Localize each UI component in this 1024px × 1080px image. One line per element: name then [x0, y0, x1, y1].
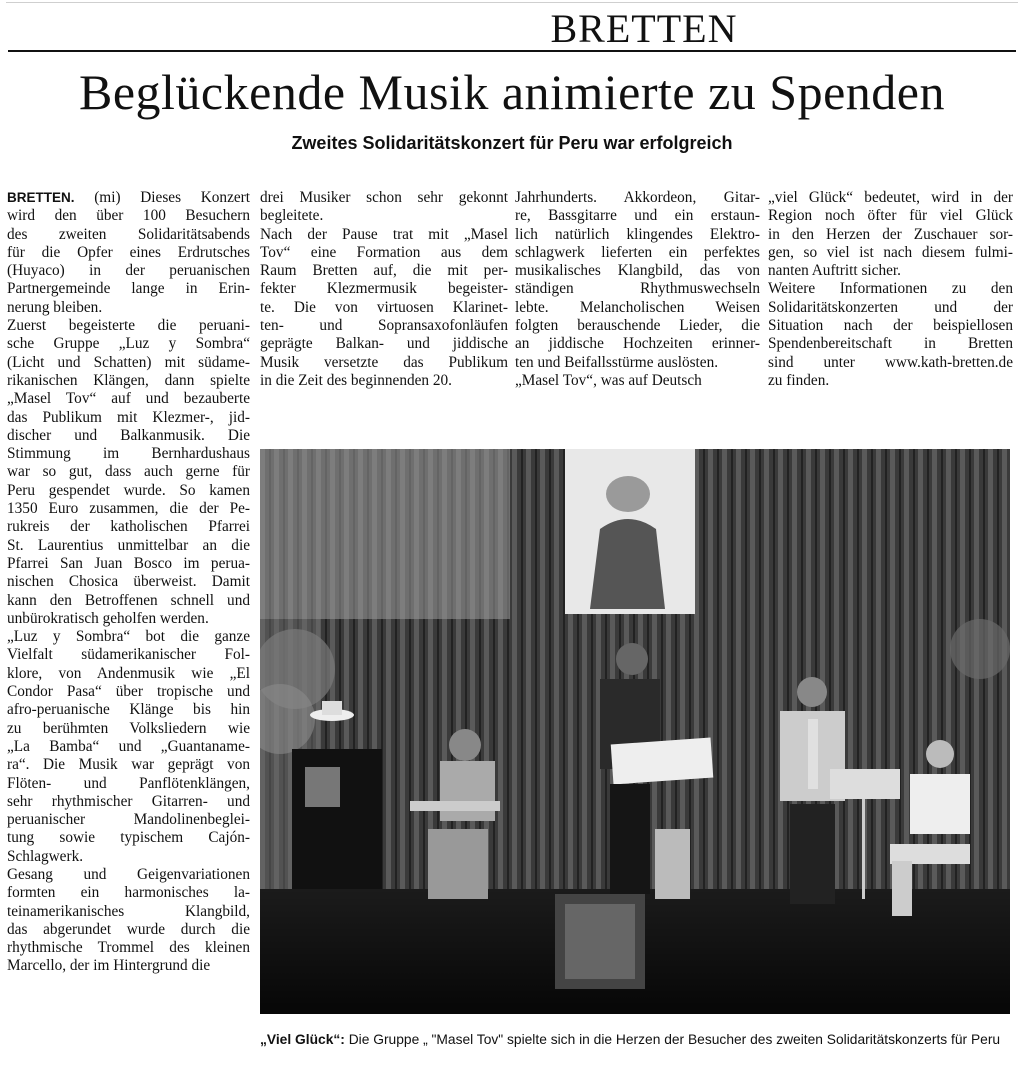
text-line: folgten berauschende Lieder, die: [515, 317, 760, 335]
text-line: teinamerikanisches Klangbild,: [7, 902, 250, 920]
text-line: Weitere Informationen zu den: [768, 280, 1013, 298]
text-line: Condor Pasa“ über tropische und: [7, 683, 250, 701]
text-line: gen, so viel ist nach diesem fulmi-: [768, 243, 1013, 261]
text-line: formten ein harmonisches la-: [7, 884, 250, 902]
section-label: BRETTEN: [550, 6, 738, 51]
text-line: Peru gespendet wurde. So kamen: [7, 481, 250, 499]
text-line: Jahrhunderts. Akkordeon, Gitar-: [515, 189, 760, 206]
text-line: das abgerundet wurde durch die: [7, 920, 250, 938]
text-line: Tov“ eine Formation aus dem: [260, 243, 508, 261]
article-column-2: [260, 189, 508, 390]
text-line: Spendenbereitschaft in Bretten: [768, 335, 1013, 353]
text-line: an jiddische Hochzeiten erinner-: [515, 335, 760, 353]
text-line: te. Die von virtuosen Klarinet-: [260, 298, 508, 316]
text-line: Marcello, der im Hintergrund die: [7, 957, 211, 975]
dateline: BRETTEN.: [7, 190, 75, 205]
text-line: Musik versetzte das Publikum: [260, 353, 508, 371]
text-line: Raum Bretten auf, die mit per-: [260, 262, 508, 280]
text-line: St. Laurentius unmittelbar an die: [7, 536, 250, 554]
top-hairline: [6, 2, 1018, 3]
text-line: rhythmische Trommel des kleinen: [7, 939, 250, 957]
text-line: „Masel Tov“ auf und bezauberte: [7, 390, 250, 408]
text-line: Zuerst begeisterte die peruani-: [7, 317, 250, 335]
text-line: Solidaritätskonzerten und der: [768, 298, 1013, 316]
text-line: in die Zeit des beginnenden 20.: [260, 371, 453, 389]
text-line: klore, von Andenmusik wie „El: [7, 664, 250, 682]
text-line: drei Musiker schon sehr gekonnt: [260, 189, 508, 206]
section-rule: [8, 50, 1016, 52]
article-column-4: [768, 189, 1013, 390]
text-line: lebte. Melancholischen Weisen: [515, 298, 760, 316]
text-line: des zweiten Solidaritätsabends: [7, 225, 250, 243]
text-line: (Licht und Schatten) mit südame-: [7, 353, 250, 371]
text-line: Situation nach der beispiellosen: [768, 317, 1013, 335]
text-line: „viel Glück“ bedeutet, wird in der: [768, 189, 1013, 206]
text-line: nerung bleiben.: [7, 298, 103, 316]
text-line: Region noch öfter für viel Glück: [768, 207, 1013, 225]
text-line: das Publikum mit Klezmer-, jid-: [7, 408, 250, 426]
text-line: kann den Betroffenen schnell und: [7, 591, 250, 609]
text-line: „La Bamba“ und „Guantaname-: [7, 737, 250, 755]
text-line: Partnergemeinde lange in Erin-: [7, 280, 250, 298]
text-line: afro-peruanische Klänge bis hin: [7, 701, 250, 719]
article-column-3: [515, 189, 760, 390]
text-line: in den Herzen der Zuschauer sor-: [768, 225, 1013, 243]
text-line: Pfarrei San Juan Bosco im perua-: [7, 554, 250, 572]
text-line: tung sowie typischem Cajón-: [7, 829, 250, 847]
text-line: (Huyaco) in der peruanischen: [7, 262, 250, 280]
article-column-1: [7, 189, 250, 976]
text-line: sehr rhythmischer Gitarren- und: [7, 792, 250, 810]
text-line: nischen Chosica überweist. Damit: [7, 573, 250, 591]
text-line: Nach der Pause trat mit „Masel: [260, 225, 508, 243]
text-line: für die Opfer eines Erdrutsches: [7, 243, 250, 261]
text-line: sind unter www.kath-bretten.de: [768, 353, 1013, 371]
text-line: Gesang und Geigenvariationen: [7, 865, 250, 883]
text-line: rikanischen Klängen, dann spielte: [7, 371, 250, 389]
subheadline: Zweites Solidaritätskonzert für Peru war erfolgreich: [291, 133, 733, 153]
text-line: ra“. Die Musik war geprägt von: [7, 756, 250, 774]
text-line: re, Bassgitarre und ein erstaun-: [515, 207, 760, 225]
text-line-rest: (mi) Dieses Konzert: [74, 189, 250, 206]
text-line: ständigen Rhythmuswechseln: [515, 280, 760, 298]
headline: Beglückende Musik animierte zu Spenden: [79, 64, 945, 120]
text-line: „Luz y Sombra“ bot die ganze: [7, 628, 250, 646]
text-line: Flöten- und Panflötenklängen,: [7, 774, 250, 792]
text-line: Schlagwerk.: [7, 847, 84, 865]
text-line: ten- und Sopransaxofonläufen: [260, 317, 508, 335]
text-line: begleitete.: [260, 207, 324, 225]
text-line: 1350 Euro zusammen, die der Pe-: [7, 500, 250, 518]
text-line: ten und Beifallsstürme auslösten.: [515, 353, 719, 371]
text-line: „Masel Tov“, was auf Deutsch: [515, 371, 702, 389]
text-line: wird den über 100 Besuchern: [7, 207, 250, 225]
caption-lead: „Viel Glück“:: [260, 1032, 345, 1047]
text-line: [7, 189, 250, 207]
text-line: sche Gruppe „Luz y Sombra“: [7, 335, 250, 353]
text-line: rukreis der katholischen Pfarrei: [7, 518, 250, 536]
text-line: fekter Klezmermusik begeister-: [260, 280, 508, 298]
text-line: Vielfalt südamerikanischer Fol-: [7, 646, 250, 664]
text-line: nanten Auftritt sicher.: [768, 262, 901, 280]
text-line: war so gut, dass auch gerne für: [7, 463, 250, 481]
text-line: zu finden.: [768, 371, 830, 389]
caption-text: Die Gruppe „ "Masel Tov" spielte sich in die Herzen der Besucher des zweiten Solidaritätskonzerts für Peru: [344, 1032, 1001, 1047]
text-line: schlagwerk lieferten ein perfektes: [515, 243, 760, 261]
text-line: Stimmung im Bernhardushaus: [7, 445, 250, 463]
text-line: lich natürlich klingendes Elektro-: [515, 225, 760, 243]
text-line: zu berühmten Volksliedern wie: [7, 719, 250, 737]
text-line: peruanischer Mandolinenbeglei-: [7, 811, 250, 829]
text-line: unbürokratisch geholfen werden.: [7, 609, 209, 627]
text-line: discher und Balkanmusik. Die: [7, 426, 250, 444]
text-line: musikalisches Klangbild, das von: [515, 262, 760, 280]
text-line: geprägte Balkan- und jiddische: [260, 335, 508, 353]
photo-caption: [260, 1030, 1020, 1050]
concert-photo: [260, 449, 1010, 1014]
band-on-stage-image: [260, 449, 1010, 1014]
